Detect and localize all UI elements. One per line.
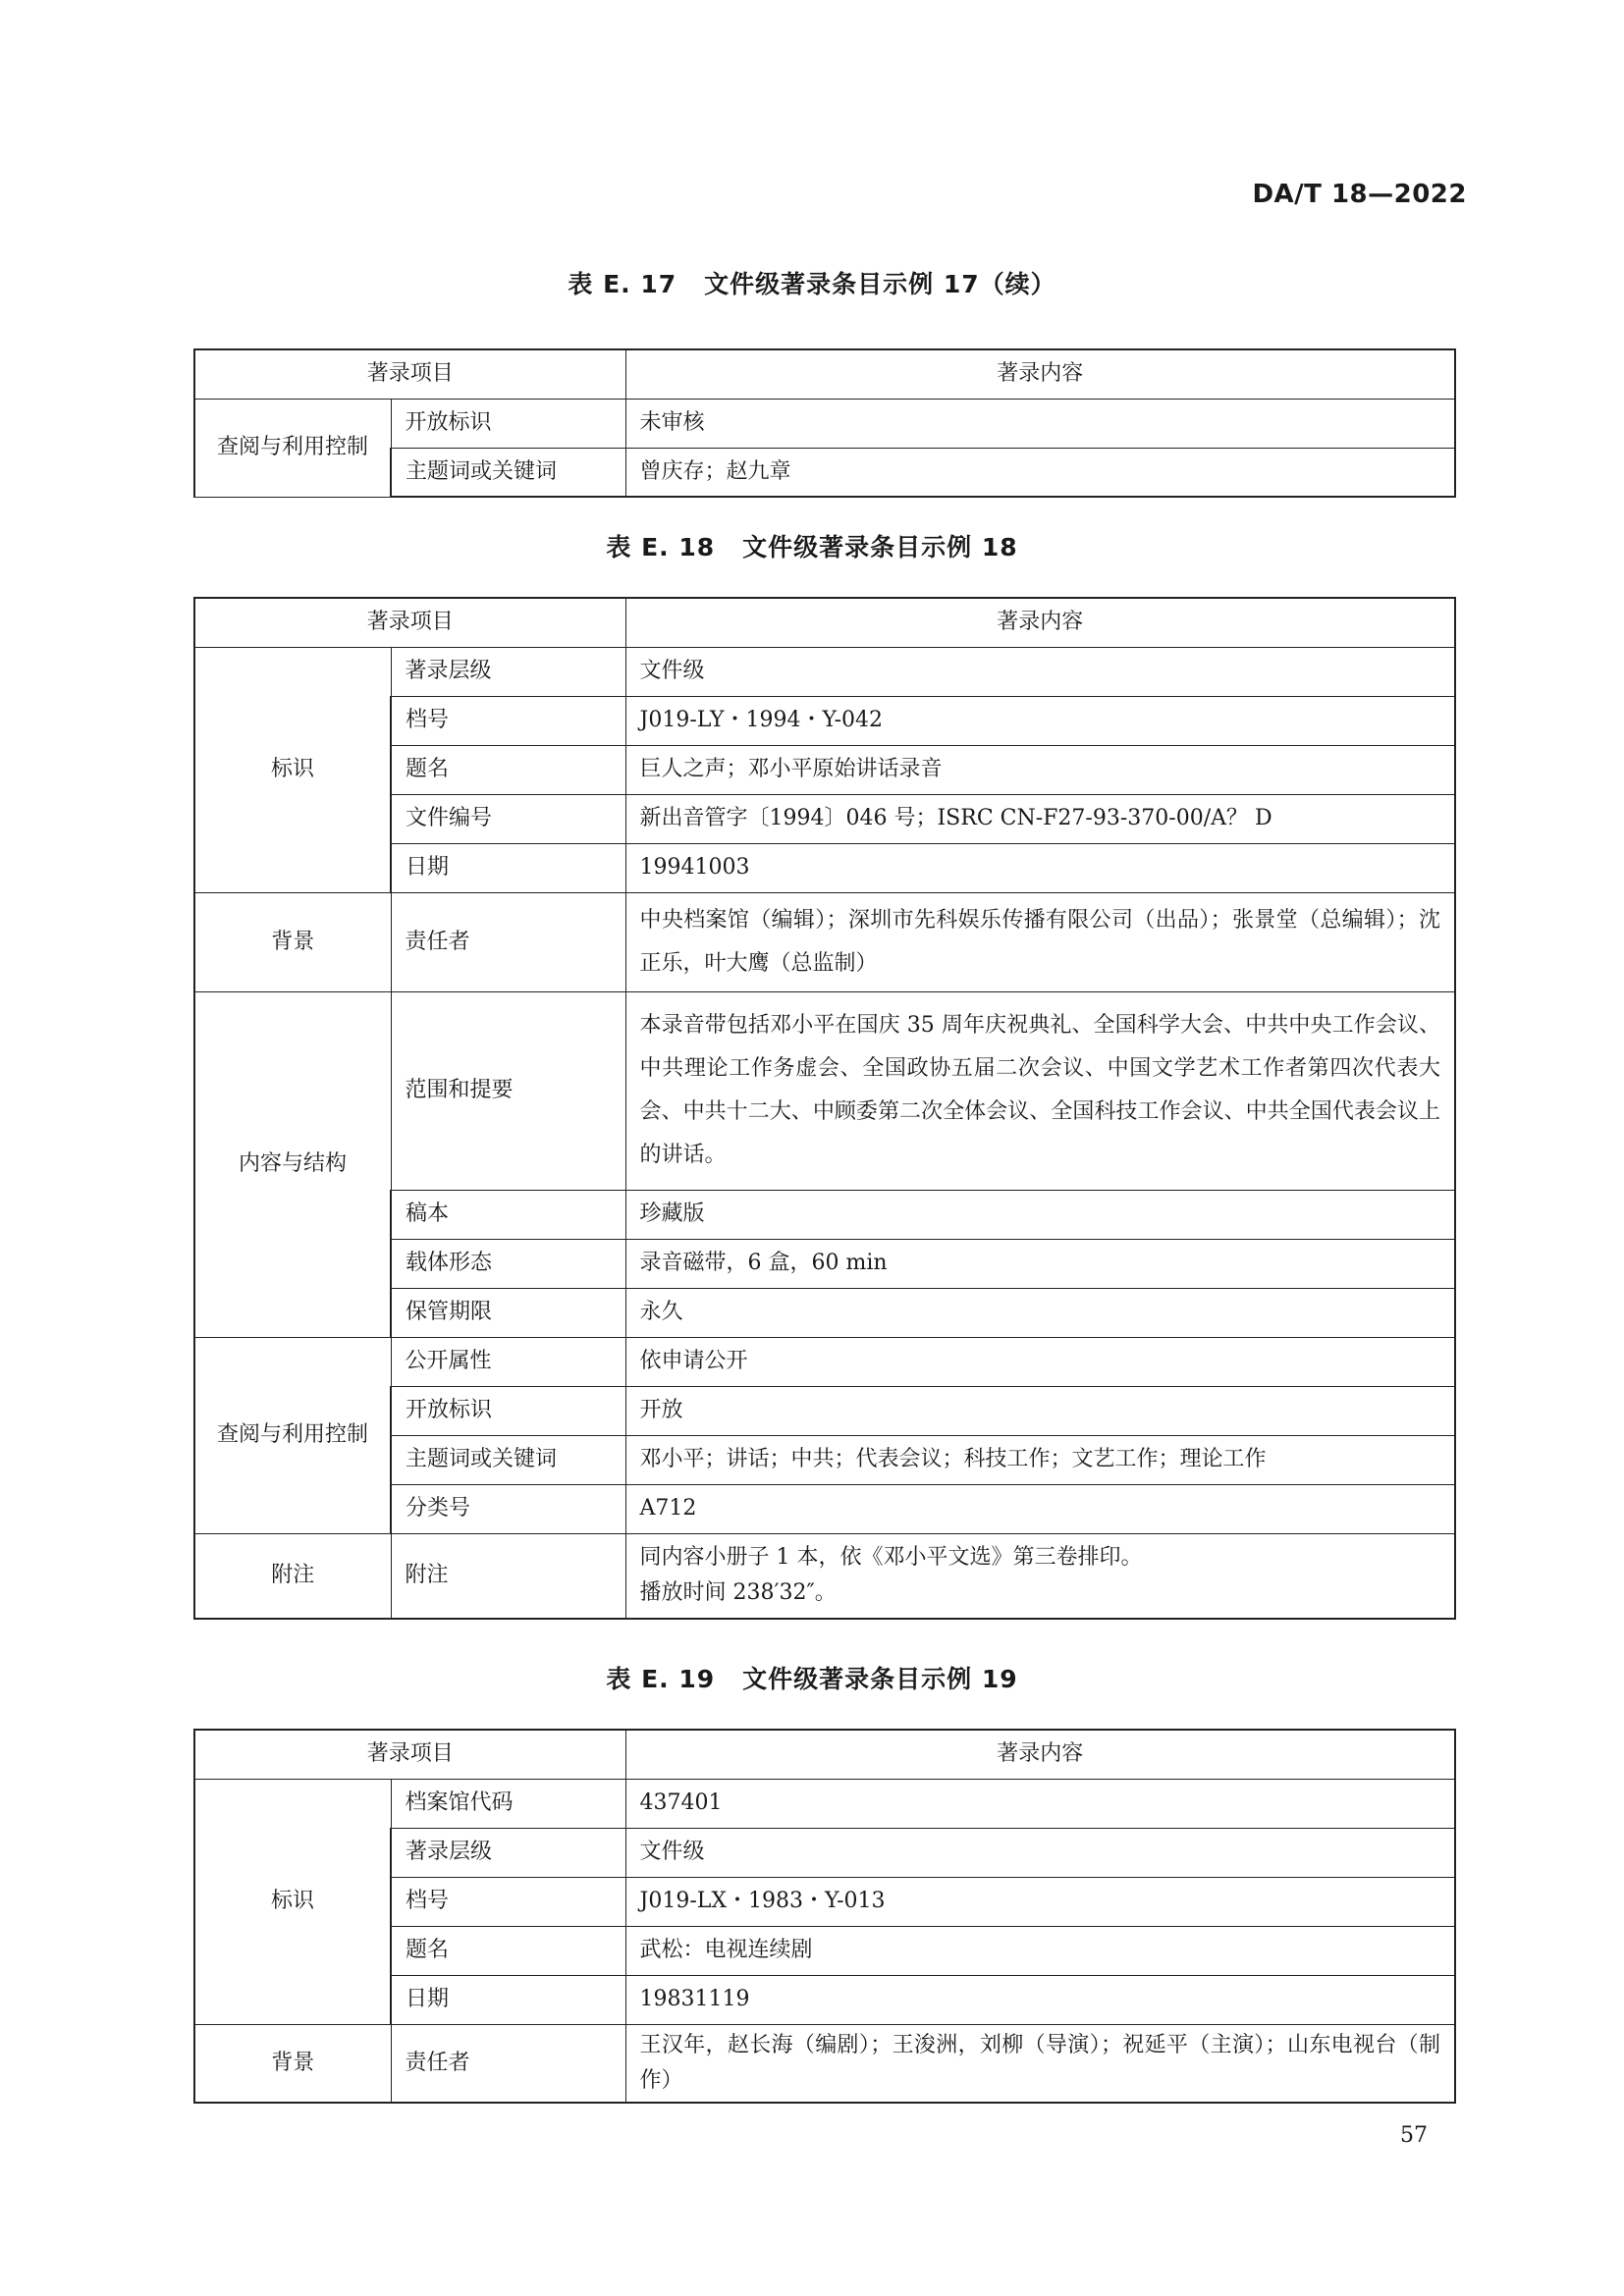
group-cell: 标识 bbox=[194, 1779, 391, 2024]
group-cell: 背景 bbox=[194, 2024, 391, 2103]
value-cell: 未审核 bbox=[625, 399, 1455, 448]
value-cell: 437401 bbox=[625, 1779, 1455, 1828]
value-cell: 中央档案馆（编辑）；深圳市先科娱乐传播有限公司（出品）；张景堂（总编辑）；沈正乐，叶大鹰（总监制） bbox=[625, 892, 1455, 991]
field-cell: 开放标识 bbox=[391, 1386, 625, 1435]
table-header-row bbox=[194, 1730, 1455, 1779]
table-e17-caption bbox=[0, 265, 1624, 300]
table-e18-number: 表 E. 18 bbox=[606, 533, 716, 561]
field-cell: 著录层级 bbox=[391, 1828, 625, 1877]
table-e18 bbox=[193, 597, 1456, 1620]
field-cell: 公开属性 bbox=[391, 1337, 625, 1386]
field-cell: 范围和提要 bbox=[391, 991, 625, 1190]
table-row bbox=[194, 399, 1455, 448]
value-cell: A712 bbox=[625, 1484, 1455, 1533]
value-cell bbox=[625, 1533, 1455, 1619]
table-row bbox=[194, 1533, 1455, 1619]
field-cell: 附注 bbox=[391, 1533, 625, 1619]
header-content: 著录内容 bbox=[625, 598, 1455, 647]
table-row bbox=[194, 1779, 1455, 1828]
field-cell: 分类号 bbox=[391, 1484, 625, 1533]
value-cell: 录音磁带，6 盒，60 min bbox=[625, 1239, 1455, 1288]
header-item: 著录项目 bbox=[194, 349, 625, 399]
field-cell: 档号 bbox=[391, 1877, 625, 1926]
value-cell: 文件级 bbox=[625, 1828, 1455, 1877]
field-cell: 稿本 bbox=[391, 1190, 625, 1239]
field-cell: 开放标识 bbox=[391, 399, 625, 448]
table-row bbox=[194, 2024, 1455, 2103]
value-cell: 珍藏版 bbox=[625, 1190, 1455, 1239]
group-cell: 附注 bbox=[194, 1533, 391, 1619]
value-cell: 依申请公开 bbox=[625, 1337, 1455, 1386]
field-cell: 载体形态 bbox=[391, 1239, 625, 1288]
value-cell: 曾庆存；赵九章 bbox=[625, 448, 1455, 497]
value-cell: 武松：电视连续剧 bbox=[625, 1926, 1455, 1975]
table-row bbox=[194, 1337, 1455, 1386]
group-cell: 背景 bbox=[194, 892, 391, 991]
table-header-row bbox=[194, 349, 1455, 399]
header-item: 著录项目 bbox=[194, 598, 625, 647]
group-cell: 内容与结构 bbox=[194, 991, 391, 1337]
table-row bbox=[194, 892, 1455, 991]
value-cell: 19941003 bbox=[625, 843, 1455, 892]
field-cell: 题名 bbox=[391, 745, 625, 794]
header-content: 著录内容 bbox=[625, 349, 1455, 399]
table-e19-caption bbox=[0, 1660, 1624, 1695]
document-code: DA/T 18—2022 bbox=[1252, 180, 1467, 209]
field-cell: 档号 bbox=[391, 696, 625, 745]
value-cell: 邓小平；讲话；中共；代表会议；科技工作；文艺工作；理论工作 bbox=[625, 1435, 1455, 1484]
page-number: 57 bbox=[1400, 2123, 1428, 2148]
field-cell: 主题词或关键词 bbox=[391, 448, 625, 497]
value-cell: 文件级 bbox=[625, 647, 1455, 696]
table-e19-number: 表 E. 19 bbox=[606, 1665, 716, 1693]
table-header-row bbox=[194, 598, 1455, 647]
table-row bbox=[194, 647, 1455, 696]
value-cell: J019-LX・1983・Y-013 bbox=[625, 1877, 1455, 1926]
group-cell: 标识 bbox=[194, 647, 391, 892]
table-row bbox=[194, 991, 1455, 1190]
table-e19 bbox=[193, 1729, 1456, 2104]
table-e17-number: 表 E. 17 bbox=[568, 270, 677, 298]
value-cell: J019-LY・1994・Y-042 bbox=[625, 696, 1455, 745]
table-e17-title: 文件级著录条目示例 17（续） bbox=[704, 270, 1056, 298]
header-item: 著录项目 bbox=[194, 1730, 625, 1779]
field-cell: 责任者 bbox=[391, 892, 625, 991]
field-cell: 责任者 bbox=[391, 2024, 625, 2103]
note-line: 同内容小册子 1 本，依《邓小平文选》第三卷排印。 bbox=[639, 1545, 1143, 1571]
value-cell: 永久 bbox=[625, 1288, 1455, 1337]
table-e18-title: 文件级著录条目示例 18 bbox=[742, 533, 1018, 561]
field-cell: 日期 bbox=[391, 843, 625, 892]
field-cell: 档案馆代码 bbox=[391, 1779, 625, 1828]
value-cell: 新出音管字〔1994〕046 号；ISRC CN-F27-93-370-00/A？ D bbox=[625, 794, 1455, 843]
field-cell: 著录层级 bbox=[391, 647, 625, 696]
field-cell: 保管期限 bbox=[391, 1288, 625, 1337]
table-e19-title: 文件级著录条目示例 19 bbox=[742, 1665, 1018, 1693]
table-e17 bbox=[193, 348, 1456, 498]
group-cell: 查阅与利用控制 bbox=[194, 1337, 391, 1533]
value-cell: 王汉年，赵长海（编剧）；王浚洲，刘柳（导演）；祝延平（主演）；山东电视台（制作） bbox=[625, 2024, 1455, 2103]
table-e18-caption bbox=[0, 528, 1624, 563]
group-cell: 查阅与利用控制 bbox=[194, 399, 391, 497]
value-cell: 19831119 bbox=[625, 1975, 1455, 2024]
value-cell: 开放 bbox=[625, 1386, 1455, 1435]
field-cell: 主题词或关键词 bbox=[391, 1435, 625, 1484]
field-cell: 文件编号 bbox=[391, 794, 625, 843]
value-cell: 本录音带包括邓小平在国庆 35 周年庆祝典礼、全国科学大会、中共中央工作会议、中共理论工作务虚会、全国政协五届二次会议、中国文学艺术工作者第四次代表大会、中共十二大、中顾委第二次全体会议、全国科技工作会议、中共全国代表会议上的讲话。 bbox=[625, 991, 1455, 1190]
field-cell: 题名 bbox=[391, 1926, 625, 1975]
field-cell: 日期 bbox=[391, 1975, 625, 2024]
note-line: 播放时间 238′32″。 bbox=[639, 1580, 837, 1606]
header-content: 著录内容 bbox=[625, 1730, 1455, 1779]
value-cell: 巨人之声；邓小平原始讲话录音 bbox=[625, 745, 1455, 794]
